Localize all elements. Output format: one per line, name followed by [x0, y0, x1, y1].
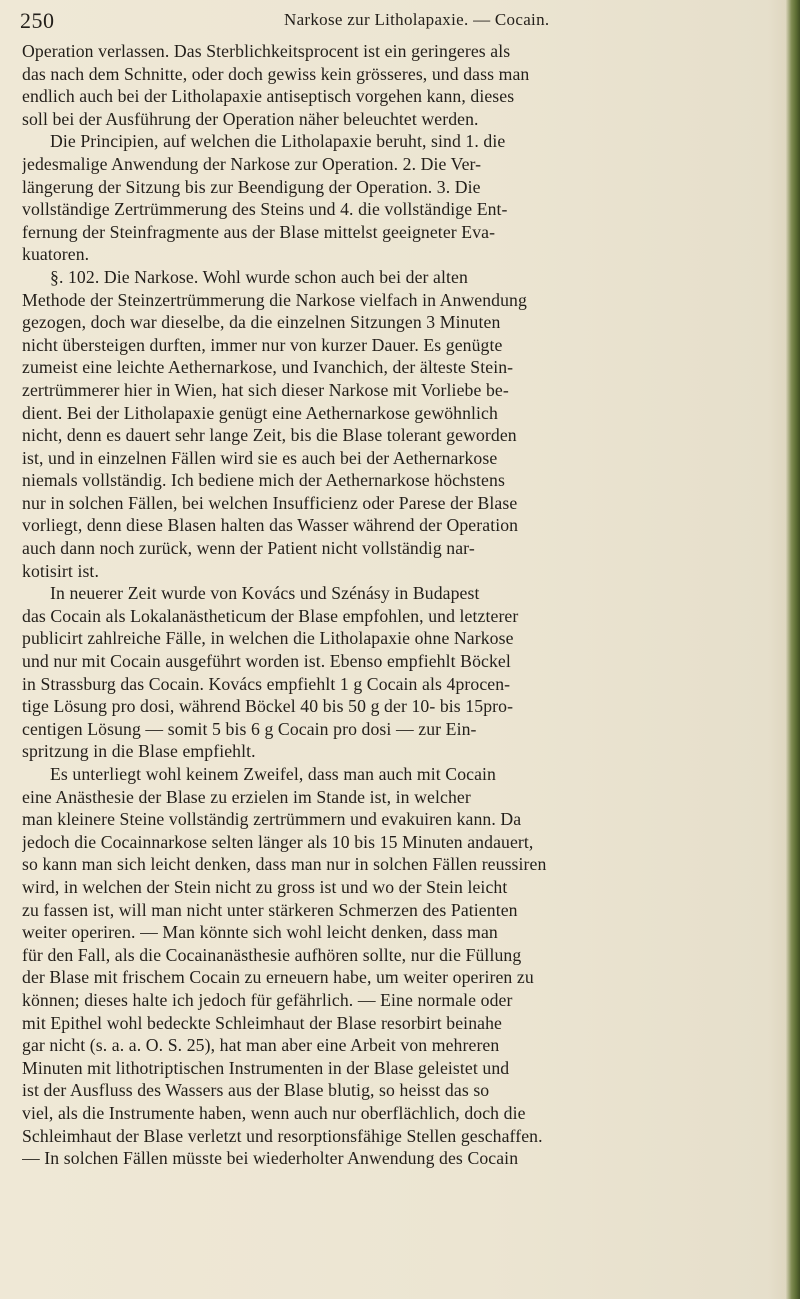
text-line: und nur mit Cocain ausgeführt worden ist. Ebenso empfiehlt Böckel	[22, 651, 511, 672]
text-line: in Strassburg das Cocain. Kovács empfiehlt 1 g Cocain als 4procen-	[22, 673, 511, 694]
section-heading-line: §. 102. Die Narkose. Wohl wurde schon auch bei der alten	[50, 266, 468, 287]
text-line: zu fassen ist, will man nicht unter stärkeren Schmerzen des Patienten	[22, 899, 518, 920]
text-line: nicht übersteigen durften, immer nur von kurzer Dauer. Es genügte	[22, 334, 503, 355]
page-edge-binding	[786, 0, 800, 1299]
text-line: zertrümmerer hier in Wien, hat sich dieser Narkose mit Vorliebe be-	[22, 379, 509, 400]
text-line: Minuten mit lithotriptischen Instrumenten in der Blase geleistet und	[22, 1057, 510, 1078]
text-line: vorliegt, denn diese Blasen halten das Wasser während der Operation	[22, 515, 519, 536]
text-line: vollständige Zertrümmerung des Steins und 4. die vollständige Ent-	[22, 199, 508, 220]
page-number: 250	[20, 8, 55, 33]
text-line: dient. Bei der Litholapaxie genügt eine Aethernarkose gewöhnlich	[22, 402, 498, 423]
text-line: für den Fall, als die Cocainanästhesie aufhören sollte, nur die Füllung	[22, 944, 522, 965]
text-line: fernung der Steinfragmente aus der Blase mittelst geeigneter Eva-	[22, 221, 496, 242]
body-text	[22, 40, 778, 1170]
text-line: nicht, denn es dauert sehr lange Zeit, bis die Blase tolerant geworden	[22, 425, 517, 446]
text-line: der Blase mit frischem Cocain zu erneuern habe, um weiter operiren zu	[22, 967, 534, 988]
text-line: Operation verlassen. Das Sterblichkeitsprocent ist ein geringeres als	[22, 41, 511, 61]
text-line: ist, und in einzelnen Fällen wird sie es auch bei der Aethernarkose	[22, 447, 498, 468]
text-line: jedoch die Cocainnarkose selten länger als 10 bis 15 Minuten andauert,	[22, 831, 534, 852]
running-title: Narkose zur Litholapaxie. — Cocain.	[284, 10, 550, 29]
text-line: das nach dem Schnitte, oder doch gewiss kein grösseres, und dass man	[22, 63, 530, 84]
text-line: eine Anästhesie der Blase zu erzielen im Stande ist, in welcher	[22, 786, 471, 807]
paragraph-start-line: Die Principien, auf welchen die Litholapaxie beruht, sind 1. die	[50, 131, 506, 152]
paragraph-start-line: In neuerer Zeit wurde von Kovács und Szénásy in Budapest	[50, 583, 480, 604]
text-line: jedesmalige Anwendung der Narkose zur Operation. 2. Die Ver-	[22, 153, 482, 174]
text-line: wird, in welchen der Stein nicht zu gross ist und wo der Stein leicht	[22, 876, 508, 897]
text-line: kotisirt ist.	[22, 560, 99, 581]
text-line: spritzung in die Blase empfiehlt.	[22, 741, 256, 762]
text-line: man kleinere Steine vollständig zertrümmern und evakuiren kann. Da	[22, 809, 522, 830]
text-line: endlich auch bei der Litholapaxie antiseptisch vorgehen kann, dieses	[22, 86, 515, 107]
text-line: können; dieses halte ich jedoch für gefährlich. — Eine normale oder	[22, 989, 513, 1010]
text-line: niemals vollständig. Ich bediene mich der Aethernarkose höchstens	[22, 470, 505, 491]
text-line: ist der Ausfluss des Wassers aus der Blase blutig, so heisst das so	[22, 1080, 490, 1101]
text-line: soll bei der Ausführung der Operation näher beleuchtet werden.	[22, 108, 479, 129]
text-line: publicirt zahlreiche Fälle, in welchen die Litholapaxie ohne Narkose	[22, 628, 514, 649]
text-line: centigen Lösung — somit 5 bis 6 g Cocain pro dosi — zur Ein-	[22, 718, 477, 739]
text-line: zumeist eine leichte Aethernarkose, und Ivanchich, der älteste Stein-	[22, 357, 514, 378]
text-line: viel, als die Instrumente haben, wenn auch nur oberflächlich, doch die	[22, 1102, 526, 1123]
text-line: mit Epithel wohl bedeckte Schleimhaut der Blase resorbirt beinahe	[22, 1012, 502, 1033]
text-line: das Cocain als Lokalanästheticum der Blase empfohlen, und letzterer	[22, 605, 519, 626]
text-line: gezogen, doch war dieselbe, da die einzelnen Sitzungen 3 Minuten	[22, 312, 501, 333]
text-line: — In solchen Fällen müsste bei wiederholter Anwendung des Cocain	[22, 1148, 519, 1169]
text-line: weiter operiren. — Man könnte sich wohl leicht denken, dass man	[22, 922, 498, 943]
text-line: tige Lösung pro dosi, während Böckel 40 bis 50 g der 10- bis 15pro-	[22, 696, 514, 717]
paragraph-start-line: Es unterliegt wohl keinem Zweifel, dass man auch mit Cocain	[50, 764, 497, 784]
text-line: so kann man sich leicht denken, dass man nur in solchen Fällen reussiren	[22, 854, 547, 875]
text-line: nur in solchen Fällen, bei welchen Insufficienz oder Parese der Blase	[22, 492, 518, 513]
text-line: längerung der Sitzung bis zur Beendigung der Operation. 3. Die	[22, 176, 481, 197]
text-line: Methode der Steinzertrümmerung die Narkose vielfach in Anwendung	[22, 289, 527, 310]
text-line: Schleimhaut der Blase verletzt und resorptionsfähige Stellen geschaffen.	[22, 1125, 543, 1146]
running-head	[0, 8, 800, 38]
text-line: kuatoren.	[22, 244, 90, 265]
text-line: gar nicht (s. a. a. O. S. 25), hat man aber eine Arbeit von mehreren	[22, 1035, 500, 1056]
text-line: auch dann noch zurück, wenn der Patient nicht vollständig nar-	[22, 538, 475, 559]
